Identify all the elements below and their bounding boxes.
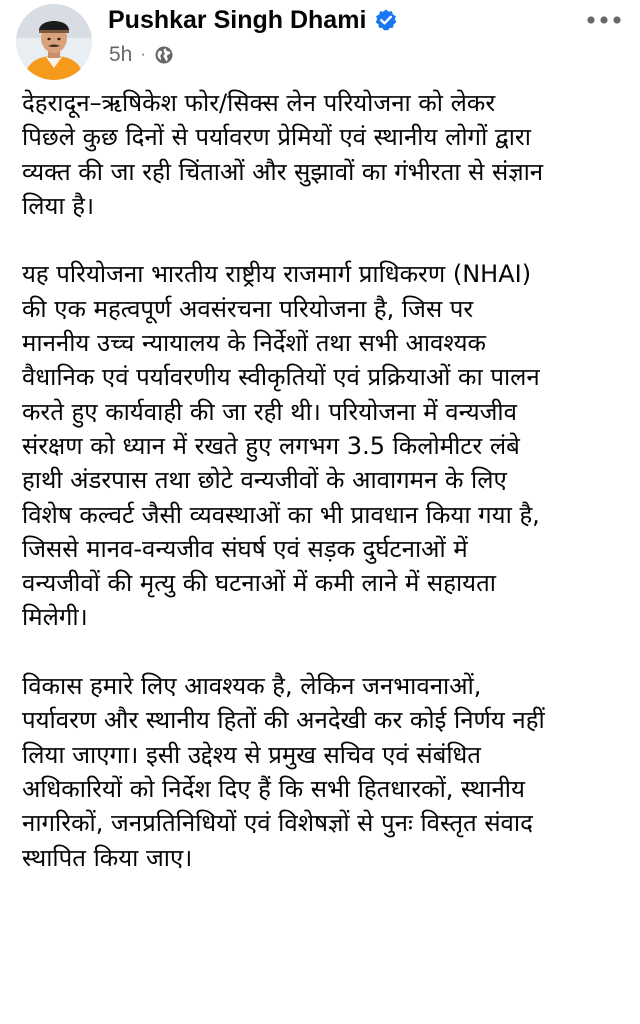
author-avatar[interactable] [16, 4, 92, 80]
author-name[interactable]: Pushkar Singh Dhami [108, 6, 367, 34]
globe-icon[interactable] [154, 45, 174, 65]
verified-badge-icon [374, 8, 398, 32]
more-options-button[interactable] [582, 8, 626, 32]
more-dots-icon [584, 14, 624, 26]
post-text [22, 86, 630, 909]
post-header [0, 0, 640, 90]
meta-separator: · [140, 46, 146, 63]
post-paragraph-3: विकास हमारे लिए आवश्यक है, लेकिन जनभावनाओं, पर्यावरण और स्थानीय हितों की अनदेखी कर कोई निर्णय नहीं लिया जाएगा। इसी उद्देश्य से प्रमुख सचिव एवं संबंधित अधिकारियों को निर्देश दिए हैं कि सभी हितधारकों, स्थानीय नागरिकों, जनप्रतिनिधियों एवं विशेषज्ञों से पुनः विस्तृत संवाद स्थापित किया जाए। [22, 672, 545, 872]
author-name-row [108, 4, 398, 36]
post-paragraph-2: यह परियोजना भारतीय राष्ट्रीय राजमार्ग प्राधिकरण (NHAI) की एक महत्वपूर्ण अवसंरचना परियोजना है, जिस पर माननीय उच्च न्यायालय के निर्देशों तथा सभी आवश्यक वैधानिक एवं पर्यावरणीय स्वीकृतियों एवं प्रक्रियाओं का पालन करते हुए कार्यवाही की जा रही थी। परियोजना में वन्यजीव संरक्षण को ध्यान में रखते हुए लगभग 3.5 किलोमीटर लंबे हाथी अंडरपास तथा छोटे वन्यजीवों के आवागमन के लिए विशेष कल्वर्ट जैसी व्यवस्थाओं का भी प्रावधान किया गया है, जिससे मानव-वन्यजीव संघर्ष एवं सड़क दुर्घटनाओं में वन्यजीवों की मृत्यु की घटनाओं में कमी लाने में सहायता मिलेगी। [22, 260, 540, 632]
avatar-portrait [16, 4, 92, 80]
post-meta [109, 42, 174, 68]
post-paragraph-1: देहरादून–ऋषिकेश फोर/सिक्स लेन परियोजना को लेकर पिछले कुछ दिनों से पर्यावरण प्रेमियों एवं स्थानीय लोगों द्वारा व्यक्त की जा रही चिंताओं और सुझावों का गंभीरता से संज्ञान लिया है। [22, 89, 544, 220]
post-timestamp[interactable]: 5h [109, 43, 133, 66]
